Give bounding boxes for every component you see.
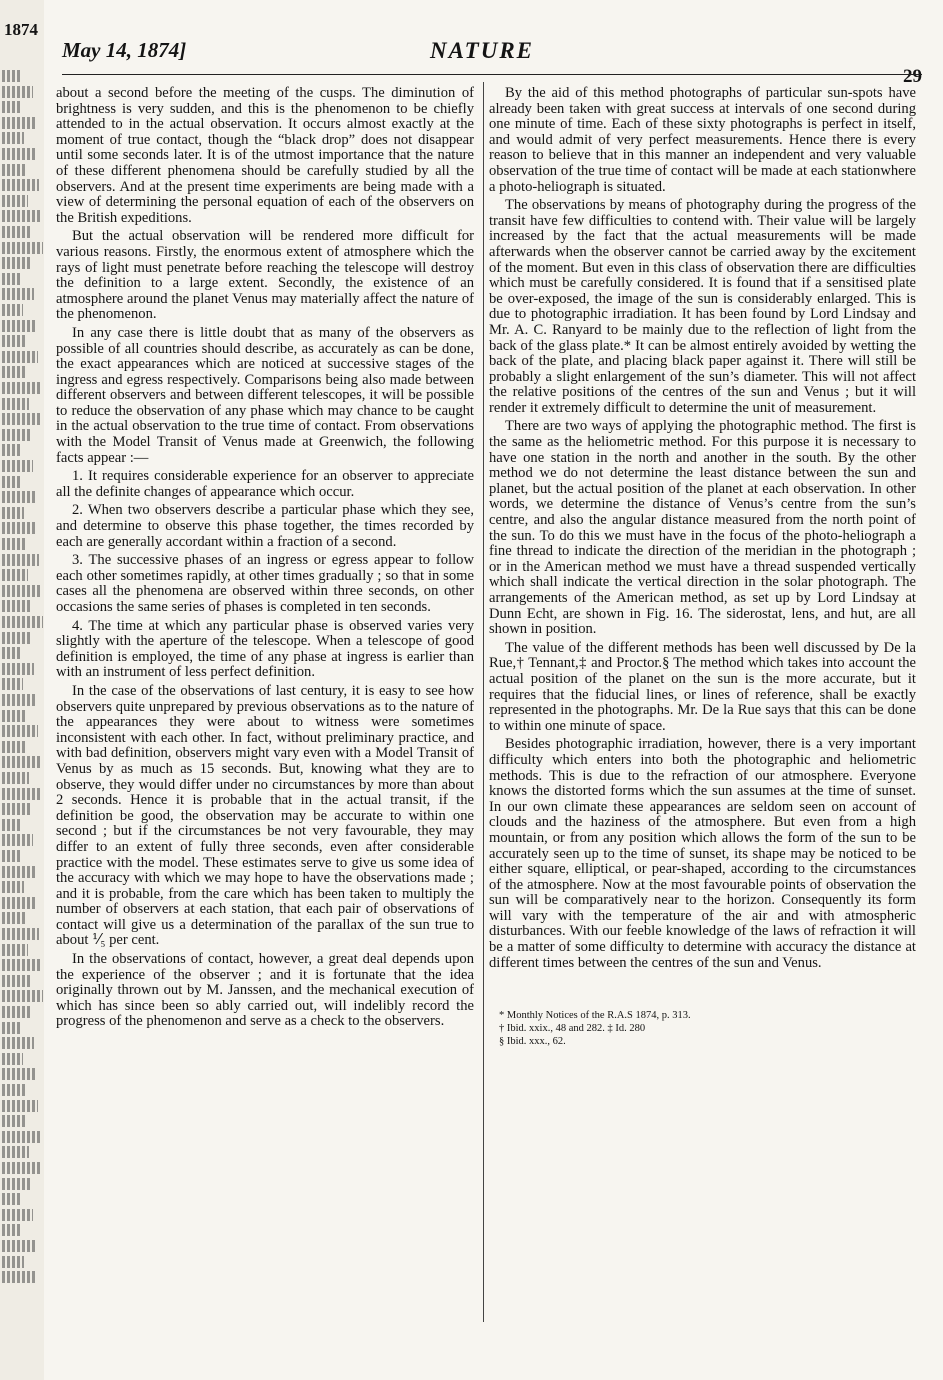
gutter-fragment bbox=[2, 101, 22, 113]
gutter-fragment bbox=[2, 944, 28, 956]
gutter-fragment bbox=[2, 897, 37, 909]
gutter-fragment bbox=[2, 881, 24, 893]
gutter-fragment bbox=[2, 710, 25, 722]
numbered-fact: 3. The successive phases of an ingress or egress appear to follow each other sometimes rapidly, at other times gradually ; so that in some cases all the phenomena are observed within three seconds, on other occasions the same series of phases is completed in ten seconds. bbox=[56, 552, 474, 615]
gutter-fragment bbox=[2, 366, 27, 378]
gutter-fragment bbox=[2, 1068, 36, 1080]
paragraph: The observations by means of photography during the progress of the transit have few difficulties to contend with. Their value will be largely increased by the fact that the actual measurements will be made afterwards when the observer cannot be carried away by the excitement of the moment. But even in this class of observation there are difficulties which must be carefully considered. It is found that if a sensitised plate be over-exposed, the image of the sun is considerably enlarged. This is due to photographic irradiation. It has been found by Lord Lindsay and Mr. A. C. Ranyard to be mainly due to the reflection of light from the back of the glass plate.* It can be almost entirely avoided by wetting the back of the plate, and placing black paper against it. There will still be probably a slight enlargement of the sun’s diameter. This will not affect the relative positions of the centres of the sun and Venus ; but it will render it extremely difficult to determine the unit of measurement. bbox=[489, 197, 916, 416]
gutter-fragment bbox=[2, 273, 21, 285]
gutter-fragment bbox=[2, 70, 20, 82]
gutter-fragment bbox=[2, 522, 37, 534]
gutter-fragment bbox=[2, 320, 36, 332]
gutter-fragment bbox=[2, 1209, 33, 1221]
gutter-fragment bbox=[2, 1131, 40, 1143]
page-header bbox=[62, 38, 922, 87]
gutter-fragment bbox=[2, 928, 39, 940]
gutter-fragment bbox=[2, 725, 38, 737]
gutter-fragment bbox=[2, 554, 39, 566]
gutter-fragment bbox=[2, 678, 23, 690]
gutter-fragment bbox=[2, 1178, 31, 1190]
gutter-fragment bbox=[2, 304, 23, 316]
gutter-fragment bbox=[2, 164, 26, 176]
gutter-fragment bbox=[2, 491, 35, 503]
gutter-fragment bbox=[2, 86, 33, 98]
gutter-fragment bbox=[2, 351, 38, 363]
column-divider bbox=[483, 82, 484, 1322]
gutter-fragment bbox=[2, 912, 26, 924]
footnote: § Ibid. xxx., 62. bbox=[499, 1036, 566, 1048]
gutter-fragment bbox=[2, 569, 28, 581]
gutter-fragment bbox=[2, 1240, 35, 1252]
gutter-fragment bbox=[2, 663, 34, 675]
gutter-fragment bbox=[2, 632, 32, 644]
gutter-fragment bbox=[2, 1053, 23, 1065]
gutter-fragment bbox=[2, 803, 31, 815]
gutter-fragment bbox=[2, 834, 33, 846]
footnotes bbox=[489, 1009, 916, 1048]
gutter-fragment bbox=[2, 756, 40, 768]
gutter-fragment bbox=[2, 850, 22, 862]
gutter-fragment bbox=[2, 476, 22, 488]
gutter-fragment bbox=[2, 242, 43, 254]
adjacent-page-gutter bbox=[0, 0, 44, 1380]
gutter-fragment bbox=[2, 195, 28, 207]
gutter-fragment bbox=[2, 1037, 34, 1049]
gutter-fragment bbox=[2, 335, 25, 347]
journal-title: NATURE bbox=[430, 38, 535, 63]
paragraph: But the actual observation will be rendered more difficult for various reasons. Firstly, the enormous extent of atmosphere which the rays of light must penetrate before reaching the telescope will destroy the definition to a large extent. Secondly, the existence of an atmosphere around the planet Venus may materially affect the nature of the phenomenon. bbox=[56, 228, 474, 323]
gutter-fragment bbox=[2, 694, 36, 706]
gutter-year: 1874 bbox=[4, 20, 38, 39]
footnote: * Monthly Notices of the R.A.S 1874, p. 313. bbox=[499, 1010, 691, 1022]
gutter-fragment bbox=[2, 616, 43, 628]
gutter-fragment bbox=[2, 460, 33, 472]
gutter-fragment bbox=[2, 382, 40, 394]
gutter-fragment bbox=[2, 1256, 24, 1268]
gutter-fragment bbox=[2, 398, 29, 410]
gutter-fragment bbox=[2, 959, 41, 971]
left-column bbox=[56, 86, 474, 1030]
gutter-fragment bbox=[2, 1146, 29, 1158]
gutter-fragment bbox=[2, 413, 42, 425]
gutter-fragment bbox=[2, 741, 27, 753]
paragraph: The value of the different methods has been well discussed by De la Rue,† Tennant,‡ and Proctor.§ The method which takes into account the actual position of the planet on the sun is the more accurate, but it requires that the fiducial lines, or lines of reference, shall be exactly represented in the photographs. Mr. De la Rue says that this can be done to within one minute of space. bbox=[489, 639, 916, 734]
paragraph: In the case of the observations of last century, it is easy to see how observers quite unprepared by previous observations as to the nature of the appearances they were about to witness were sometimes inconsistent with each other. In fact, without preliminary practice, and with bad definition, observers might vary even with a Model Transit of Venus by as much as 15 seconds. But, knowing what they are to observe, they would differ under no circumstances by more than about 2 seconds. Hence it is probable that in the actual transit, if the definition be good, the observation may be accurate to within one second ; but if the circumstances be not very favourable, they may differ to an extent of fully three seconds, even after considerable practice with the model. These estimates serve to give us some idea of the accuracy with which we may hope to have the observations made ; and it is probable, from the care which has been taken to multiply the number of observers at each station, that each pair of observations of contact will give us a determination of the parallax of the sun true to about ⅟₅ per cent. bbox=[56, 682, 474, 949]
gutter-fragment bbox=[2, 1162, 42, 1174]
footnote: † Ibid. xxix., 48 and 282. ‡ Id. 280 bbox=[499, 1023, 646, 1035]
paragraph: In any case there is little doubt that as many of the observers as possible of all countries should describe, as accurately as can be done, the exact appearances which are noticed at successive stages of the ingress and egress respectively. Comparisons being also made between different observers and between different telescopes, it will be possible to reduce the observation of any phase which may chance to be caught in the actual observation to the true time of contact. From observations with the Model Transit of Venus made at Greenwich, the following facts appear :— bbox=[56, 324, 474, 466]
gutter-fragment bbox=[2, 1193, 20, 1205]
gutter-fragment bbox=[2, 132, 24, 144]
header-rule bbox=[62, 74, 922, 75]
gutter-fragment bbox=[2, 788, 42, 800]
gutter-fragment bbox=[2, 585, 41, 597]
paragraph: In the observations of contact, however, a great deal depends upon the experience of the observer ; and it is fortunate that the idea originally thrown out by M. Janssen, and the mechanical execution of which has since been so ably carried out, will indelibly record the progress of the phenomenon and serve as a check to the observers. bbox=[56, 951, 474, 1030]
gutter-fragment bbox=[2, 647, 21, 659]
gutter-fragment bbox=[2, 429, 31, 441]
gutter-fragment bbox=[2, 210, 41, 222]
gutter-fragment bbox=[2, 975, 30, 987]
gutter-fragment bbox=[2, 179, 39, 191]
gutter-fragment bbox=[2, 226, 30, 238]
gutter-fragment bbox=[2, 257, 32, 269]
gutter-fragment bbox=[2, 772, 29, 784]
gutter-fragment bbox=[2, 288, 34, 300]
gutter-fragment bbox=[2, 1100, 38, 1112]
gutter-fragment bbox=[2, 117, 35, 129]
gutter-fragment bbox=[2, 1271, 37, 1283]
gutter-fragment bbox=[2, 1224, 22, 1236]
gutter-fragment bbox=[2, 1115, 27, 1127]
paragraph: Besides photographic irradiation, however, there is a very important difficulty which enters into both the photographic and heliometric methods. This is due to the refraction of our atmosphere. Everyone knows the distorted forms which the sun assumes at the time of sunset. In our own climate these appearances are seldom seen on account of clouds and the haziness of the atmosphere. But even from a high mountain, or from any position which allows the form of the sun to be accurately seen up to the time of sunset, its shape may be noticed to be either square, elliptical, or pear-shaped, according to the circumstances of the atmosphere. Now at the most favourable points of observation the sun will be comparatively near to the horizon. Consequently its form will vary with the temperature of the air and with atmospheric disturbances. With our feeble knowledge of the laws of refraction it will be a matter of some difficulty to determine with accuracy the distance at different times between the centres of the sun and Venus. bbox=[489, 736, 916, 971]
gutter-fragment bbox=[2, 538, 26, 550]
gutter-fragment bbox=[2, 444, 20, 456]
gutter-fragment bbox=[2, 1006, 32, 1018]
numbered-fact: 4. The time at which any particular phase is observed varies very slightly with the aperture of the telescope. When a telescope of good definition is employed, the time of any phase at ingress is earlier than with an instrument of less perfect definition. bbox=[56, 617, 474, 681]
gutter-fragment bbox=[2, 507, 24, 519]
paragraph: By the aid of this method photographs of particular sun-spots have already been taken with great success at intervals of one second during one minute of time. Each of these sixty photographs is perfect in itself, and would admit of very perfect measurements. Hence there is every reason to believe that in this manner an independent and very valuable observation of the true time of contact will be made at each stationwhere a photo-heliograph is situated. bbox=[489, 85, 916, 195]
numbered-fact: 2. When two observers describe a particular phase which they see, and determine to observe this phase together, the times recorded by each are generally accordant within a fraction of a second. bbox=[56, 502, 474, 550]
numbered-fact: 1. It requires considerable experience for an observer to appreciate all the definite changes of appearance which occur. bbox=[56, 468, 474, 500]
gutter-fragment bbox=[2, 819, 20, 831]
gutter-fragment bbox=[2, 1084, 25, 1096]
paragraph: There are two ways of applying the photographic method. The first is the same as the heliometric method. For this purpose it is necessary to have one station in the north and another in the south. By the other method we do not determine the least distance between the sun and planet, but the actual position of the planet at each observation. In other words, we determine the distance of Venus’s centre from the sun’s centre, and also the angular distance measured from the north point of the sun. To do this we must have in the focus of the photo-heliograph a fine thread to indicate the direction of the meridian in the photograph ; or in the American method we must have a thread suspended vertically which shall indicate the vertical direction in the solar photograph. The arrangements of the American method, as set up by Lord Lindsay at Dunn Echt, are shown in Fig. 16. The siderostat, lens, and hut, are all shown in position. bbox=[489, 418, 916, 638]
gutter-fragment bbox=[2, 866, 35, 878]
gutter-fragment bbox=[2, 1022, 21, 1034]
right-column bbox=[489, 86, 916, 1048]
page-number: 29 bbox=[903, 66, 922, 87]
gutter-fragment bbox=[2, 600, 30, 612]
issue-date: May 14, 1874] bbox=[62, 38, 187, 62]
gutter-fragment bbox=[2, 148, 37, 160]
paragraph: about a second before the meeting of the cusps. The diminution of brightness is very sudden, and this is the phenomenon to be chiefly attended to in the actual observation. It occurs almost exactly at the moment of true contact, though the “black drop” does not disappear until some seconds later. It is of the utmost importance that the nature of these different phenomena should be carefully studied by all the observers. And at the present time experiments are being made with a view of determining the personal equation of each of the observers on the British expeditions. bbox=[56, 85, 474, 226]
gutter-fragment bbox=[2, 990, 43, 1002]
